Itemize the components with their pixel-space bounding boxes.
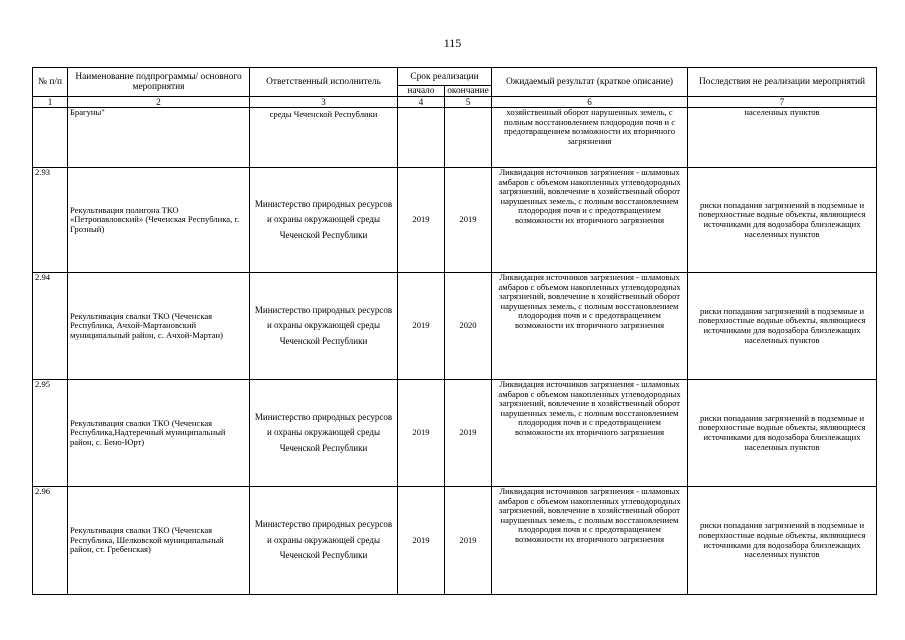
row-start: 2019 xyxy=(398,168,445,273)
row-start: 2019 xyxy=(398,273,445,380)
column-number: 3 xyxy=(250,97,398,108)
row-num: 2.95 xyxy=(33,380,68,487)
header-end: окончание xyxy=(445,86,492,97)
row-end xyxy=(445,108,492,168)
row-result: Ликвидация источников загрязнения - шламовых амбаров с объемом накопленных углеводородных загрязнений, вовлечение в хозяйственный оборот нарушенных земель, с полным восстановлением плодородия почв и с предотвращением возможности их вторичного загрязнения xyxy=(492,273,688,380)
row-end: 2019 xyxy=(445,487,492,595)
row-consequences: риски попадания загрязнений в подземные и поверхностные водные объекты, являющиеся источниками для водозабора близлежащих населенных пунктов xyxy=(688,168,877,273)
row-end: 2019 xyxy=(445,168,492,273)
header-num: № п/п xyxy=(33,68,68,97)
row-start: 2019 xyxy=(398,380,445,487)
row-executor: Министерство природных ресурсов и охраны окружающей среды Чеченской Республики xyxy=(250,380,398,487)
row-executor: Министерство природных ресурсов и охраны окружающей среды Чеченской Республики xyxy=(250,168,398,273)
row-consequences: населенных пунктов xyxy=(688,108,877,168)
column-number: 5 xyxy=(445,97,492,108)
row-result: хозяйственный оборот нарушенных земель, с полным восстановлением плодородия почв и с предотвращением возможности их вторичного загрязнения xyxy=(492,108,688,168)
header-consequences: Последствия не реализации мероприятий xyxy=(688,68,877,97)
row-consequences: риски попадания загрязнений в подземные и поверхностные водные объекты, являющиеся источниками для водозабора близлежащих населенных пунктов xyxy=(688,273,877,380)
column-numbers-row xyxy=(33,97,877,108)
row-executor: среды Чеченской Республики xyxy=(250,108,398,168)
column-number: 4 xyxy=(398,97,445,108)
row-consequences: риски попадания загрязнений в подземные и поверхностные водные объекты, являющиеся источниками для водозабора близлежащих населенных пунктов xyxy=(688,380,877,487)
row-consequences: риски попадания загрязнений в подземные и поверхностные водные объекты, являющиеся источниками для водозабора близлежащих населенных пунктов xyxy=(688,487,877,595)
row-name: Рекультивация свалки ТКО (Чеченская Республика, Шелковской муниципальный район, ст. Гребенская) xyxy=(68,487,250,595)
header-name: Наименование подпрограммы/ основного мероприятия xyxy=(68,68,250,97)
row-name: Рекультивация свалки ТКО (Чеченская Республика,Надтеречный муниципальный район, с. Бено-Юрт) xyxy=(68,380,250,487)
row-executor: Министерство природных ресурсов и охраны окружающей среды Чеченской Республики xyxy=(250,487,398,595)
row-result: Ликвидация источников загрязнения - шламовых амбаров с объемом накопленных углеводородных загрязнений, вовлечение в хозяйственный оборот нарушенных земель, с полным восстановлением плодородия почв и с предотвращением возможности их вторичного загрязнения xyxy=(492,380,688,487)
column-number: 1 xyxy=(33,97,68,108)
header-period: Срок реализации xyxy=(398,68,492,86)
table-row xyxy=(33,487,877,595)
row-start: 2019 xyxy=(398,487,445,595)
header-executor: Ответственный исполнитель xyxy=(250,68,398,97)
row-start xyxy=(398,108,445,168)
row-end: 2020 xyxy=(445,273,492,380)
row-num: 2.93 xyxy=(33,168,68,273)
column-number: 7 xyxy=(688,97,877,108)
row-num xyxy=(33,108,68,168)
row-result: Ликвидация источников загрязнения - шламовых амбаров с объемом накопленных углеводородных загрязнений, вовлечение в хозяйственный оборот нарушенных земель, с полным восстановлением плодородия почв и с предотвращением возможности их вторичного загрязнения xyxy=(492,487,688,595)
row-num: 2.94 xyxy=(33,273,68,380)
row-end: 2019 xyxy=(445,380,492,487)
page-number: 115 xyxy=(443,36,462,50)
row-name: Брагуны" xyxy=(68,108,250,168)
table-row xyxy=(33,168,877,273)
row-executor: Министерство природных ресурсов и охраны окружающей среды Чеченской Республики xyxy=(250,273,398,380)
header-start: начало xyxy=(398,86,445,97)
table-row xyxy=(33,273,877,380)
column-number: 2 xyxy=(68,97,250,108)
row-result: Ликвидация источников загрязнения - шламовых амбаров с объемом накопленных углеводородных загрязнений, вовлечение в хозяйственный оборот нарушенных земель, с полным восстановлением плодородия почв и с предотвращением возможности их вторичного загрязнения xyxy=(492,168,688,273)
table-row xyxy=(33,380,877,487)
row-num: 2.96 xyxy=(33,487,68,595)
row-name: Рекультивация свалки ТКО (Чеченская Республика, Ачхой-Мартановский муниципальный район, с. Ачхой-Мартан) xyxy=(68,273,250,380)
header-result: Ожидаемый результат (краткое описание) xyxy=(492,68,688,97)
column-number: 6 xyxy=(492,97,688,108)
table-row-continuation xyxy=(33,108,877,168)
program-table xyxy=(32,67,877,595)
row-name: Рекультивация полигона ТКО «Петропавловский» (Чеченская Республика, г. Грозный) xyxy=(68,168,250,273)
